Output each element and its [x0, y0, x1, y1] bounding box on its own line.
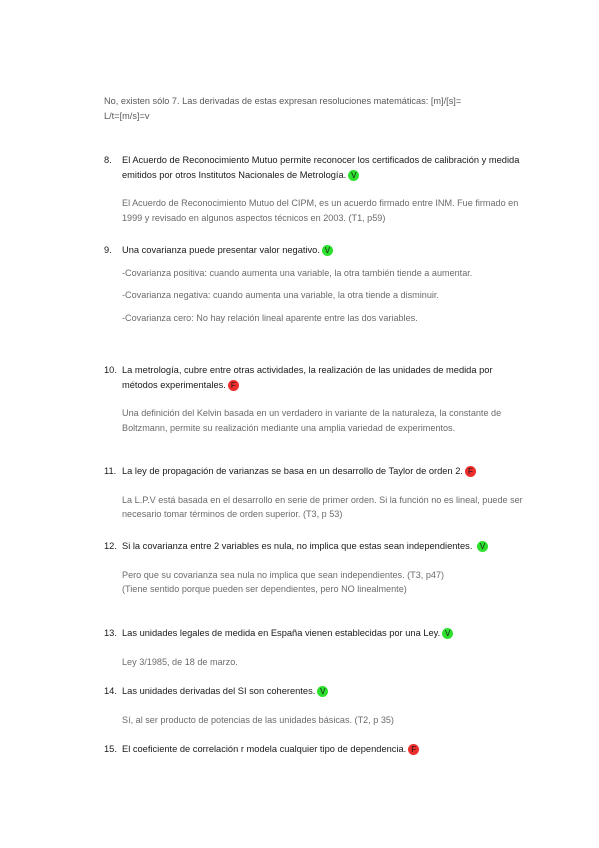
question-12 [104, 539, 524, 597]
answer-text: -Covarianza cero: No hay relación lineal aparente entre las dos variables. [122, 312, 418, 323]
question-text: Las unidades derivadas del SI son coherentes. V [122, 684, 524, 699]
intro-line: No, existen sólo 7. Las derivadas de estas expresan resoluciones matemáticas: [m]/[s]= [104, 96, 462, 106]
question-text: Si la covarianza entre 2 variables es nula, no implica que estas sean independientes. V [122, 539, 524, 554]
answer [122, 406, 524, 435]
question-number: 15. [104, 744, 117, 754]
answer-text: La L.P.V está basada en el desarrollo en serie de primer orden. Si la función no es lineal, puede ser necesario tomar términos de orden superior. (T3, p 53) [122, 494, 523, 519]
question-14 [104, 684, 524, 727]
false-badge: F [465, 466, 476, 477]
false-badge: F [408, 744, 419, 755]
question-text: La ley de propagación de varianzas se basa en un desarrollo de Taylor de orden 2. F [122, 464, 524, 479]
question-number: 10. [104, 365, 117, 375]
answer [122, 713, 524, 728]
true-badge: V [477, 541, 488, 552]
question-number: 12. [104, 541, 117, 551]
answer [122, 655, 524, 670]
question-text: El Acuerdo de Reconocimiento Mutuo permite reconocer los certificados de calibración y medida emitidos por otros Institutos Nacionales de Metrología. V [122, 155, 520, 180]
answer [122, 568, 524, 597]
answer [122, 493, 524, 522]
question-number: 11. [104, 466, 117, 476]
answer-text: El Acuerdo de Reconocimiento Mutuo del CIPM, es un acuerdo firmado entre INM. Fue firmado en 1999 y revisado en algunos aspectos técnicos en 2003. (T1, p59) [122, 198, 519, 223]
answer-text: -Covarianza positiva: cuando aumenta una variable, la otra también tiende a aumentar. [122, 267, 473, 278]
intro-paragraph [104, 94, 524, 123]
true-badge: V [322, 245, 333, 256]
answer-text: Pero que su covarianza sea nula no implica que sean independientes. (T3, p47) [122, 569, 445, 580]
question-text: El coeficiente de correlación r modela cualquier tipo de dependencia. F [122, 742, 524, 757]
answer [122, 266, 524, 326]
question-number: 8. [104, 155, 112, 165]
question-text: Una covarianza puede presentar valor negativo. V [122, 243, 524, 258]
answer-text: Una definición del Kelvin basada en un verdadero in variante de la naturaleza, la constante de Boltzmann, permite su realización mediante una amplia variedad de experimentos. [122, 408, 502, 433]
question-13 [104, 626, 524, 669]
answer [122, 196, 524, 225]
true-badge: V [442, 628, 453, 639]
question-text: La metrología, cubre entre otras actividades, la realización de las unidades de medida por métodos experimentales. F [122, 365, 493, 390]
question-8 [104, 153, 524, 225]
question-number: 14. [104, 686, 117, 696]
false-badge: F [228, 380, 239, 391]
question-15 [104, 742, 524, 757]
answer-text: (Tiene sentido porque pueden ser dependientes, pero NO linealmente) [122, 584, 407, 594]
true-badge: V [317, 686, 328, 697]
true-badge: V [348, 170, 359, 181]
question-9 [104, 243, 524, 325]
answer-text: Sí, al ser producto de potencias de las unidades básicas. (T2, p 35) [122, 714, 394, 725]
answer-text: Ley 3/1985, de 18 de marzo. [122, 656, 238, 667]
question-11 [104, 464, 524, 522]
question-number: 13. [104, 628, 117, 638]
question-10 [104, 363, 524, 435]
intro-line: L/t=[m/s]=v [104, 110, 150, 121]
answer-text: -Covarianza negativa: cuando aumenta una variable, la otra tiende a disminuir. [122, 290, 439, 300]
question-number: 9. [104, 245, 112, 255]
question-text: Las unidades legales de medida en España vienen establecidas por una Ley. V [122, 626, 524, 641]
